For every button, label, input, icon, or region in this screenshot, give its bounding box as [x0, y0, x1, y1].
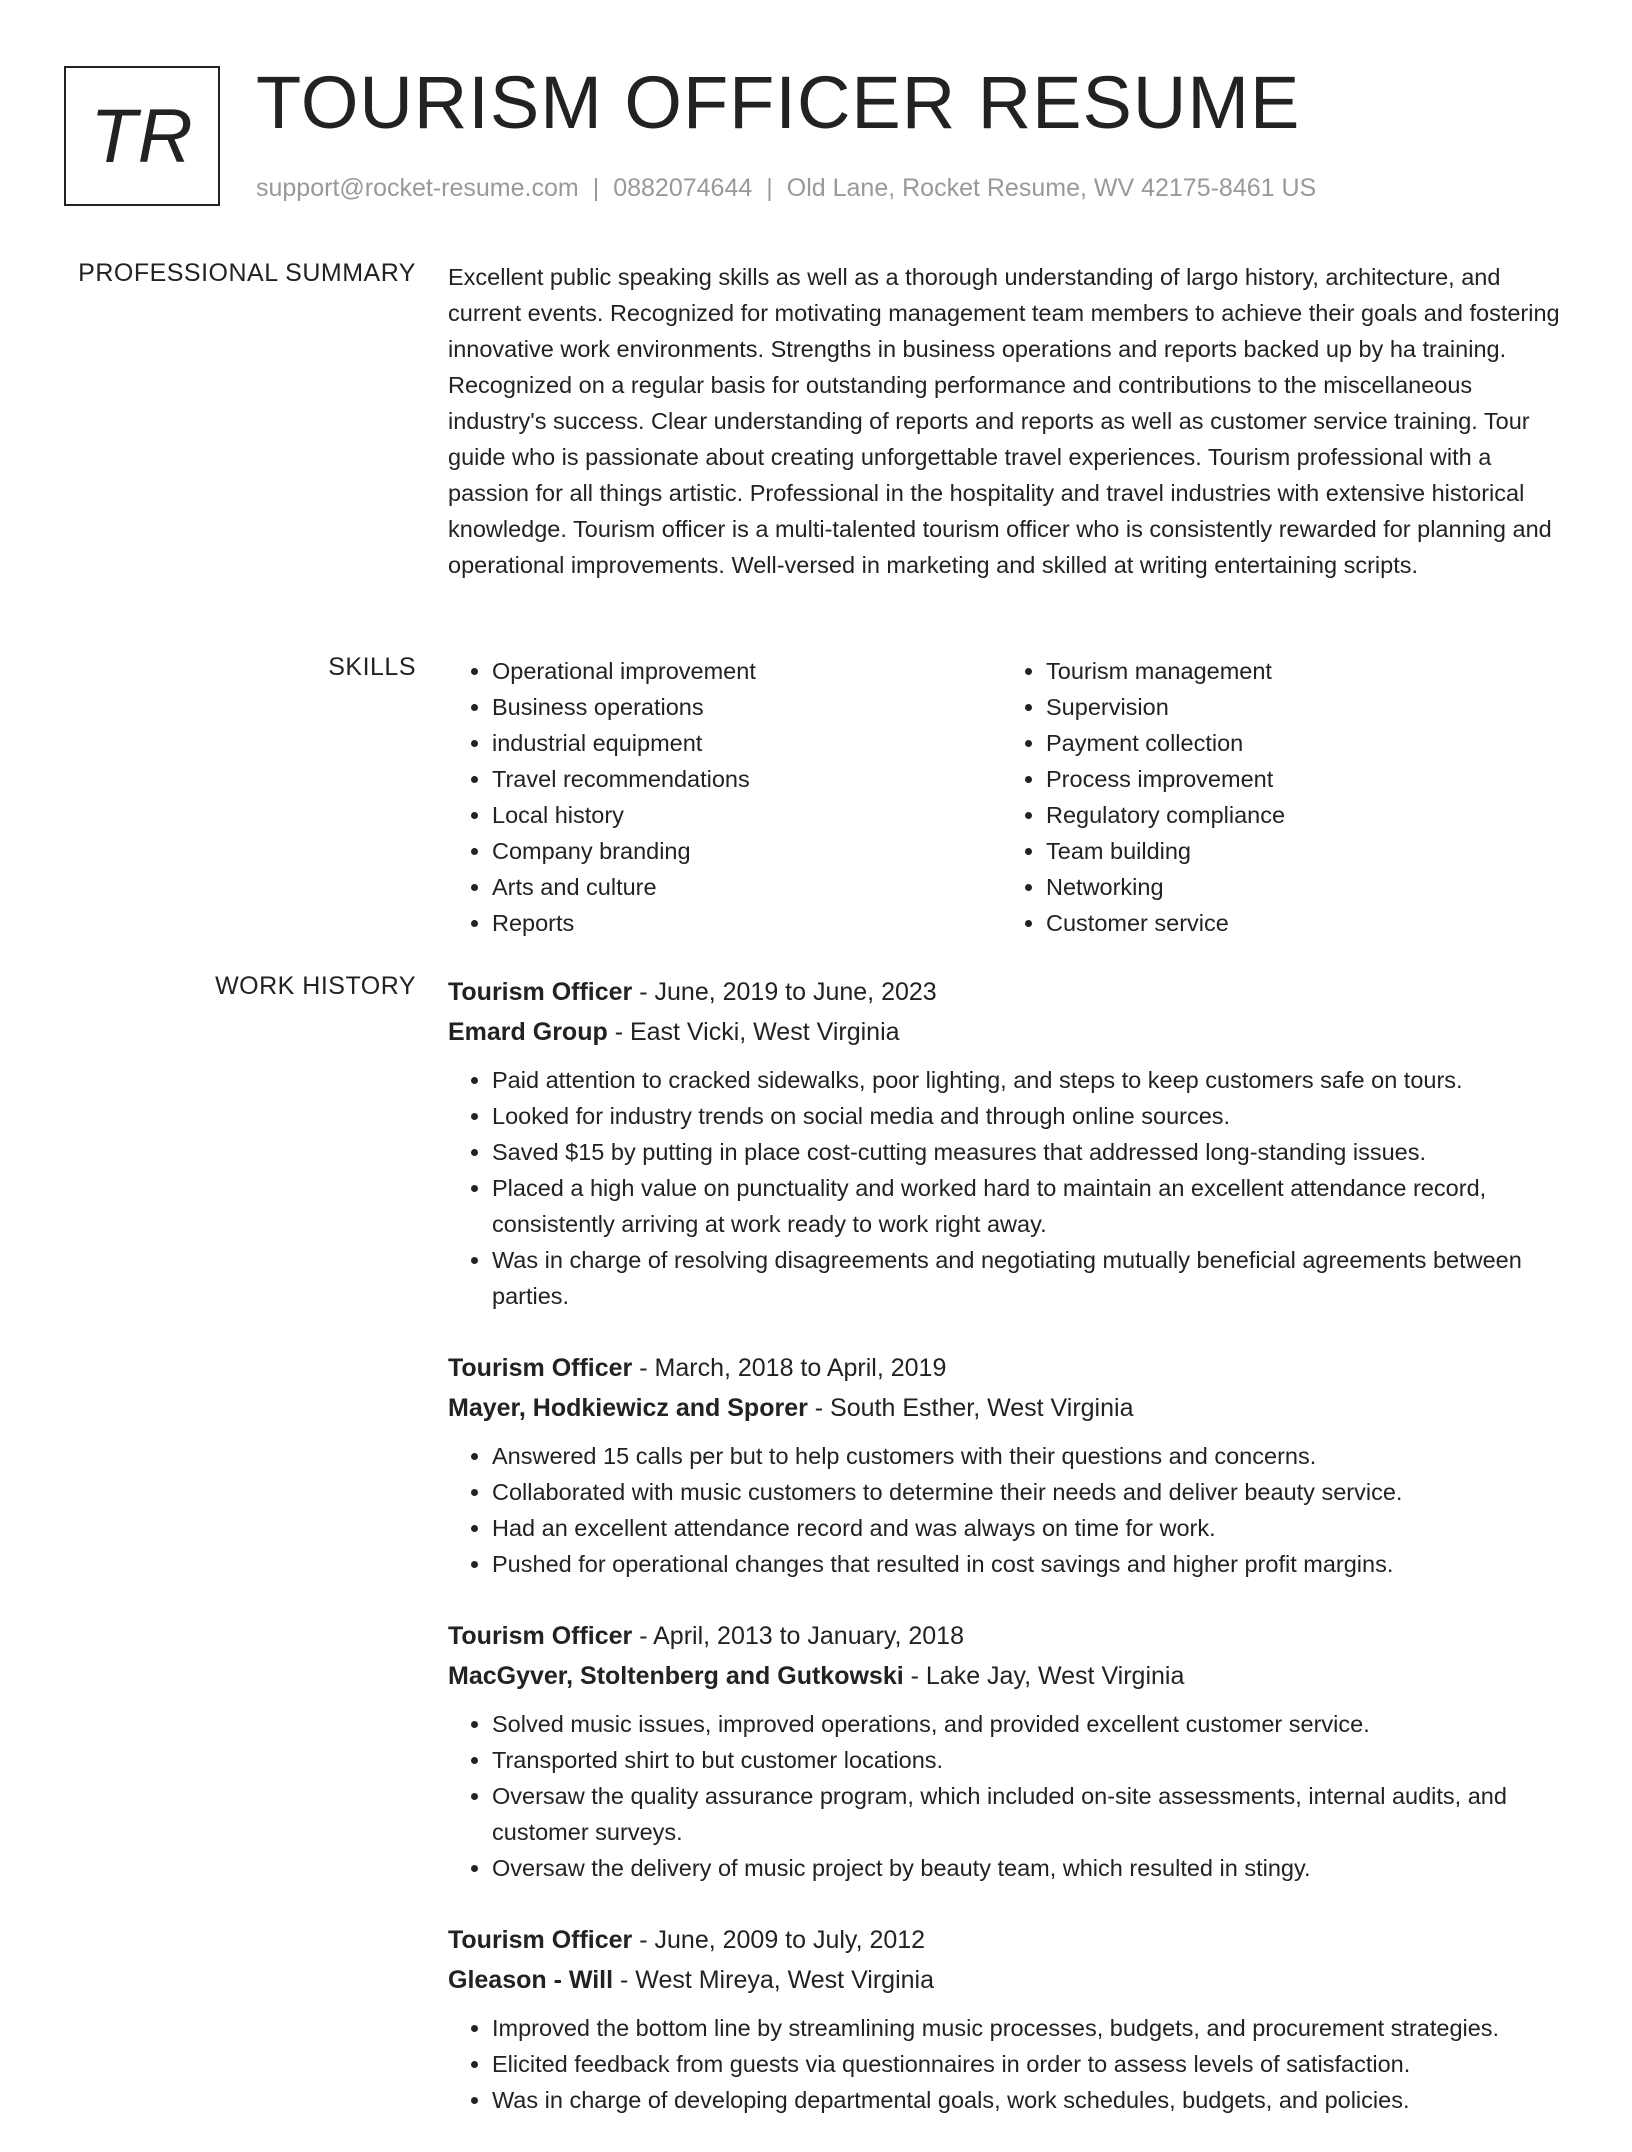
job-title-line	[448, 1348, 1568, 1388]
job-dates: - June, 2019 to June, 2023	[632, 978, 937, 1006]
skill-item: • Arts and culture	[492, 869, 1002, 905]
job-bullet: • Was in charge of resolving disagreements and negotiating mutually beneficial agreements between parties.	[492, 1242, 1568, 1314]
job-entry	[448, 1616, 1568, 1886]
job-bullet: • Solved music issues, improved operations, and provided excellent customer service.	[492, 1706, 1568, 1742]
resume-title: TOURISM OFFICER RESUME	[256, 61, 1301, 144]
contact-separator: |	[592, 174, 600, 202]
job-company-line	[448, 1012, 1568, 1052]
skill-item: • Company branding	[492, 833, 1002, 869]
skill-item: • Team building	[1046, 833, 1556, 869]
skills-columns	[448, 653, 1568, 941]
skill-item: • Local history	[492, 797, 1002, 833]
job-location: - Lake Jay, West Virginia	[903, 1662, 1185, 1690]
contact-phone: 0882074644	[613, 174, 753, 202]
work-history-body	[448, 972, 1568, 2152]
job-title-line	[448, 1920, 1568, 1960]
job-bullet: • Paid attention to cracked sidewalks, poor lighting, and steps to keep customers safe on tours.	[492, 1062, 1568, 1098]
job-title-line	[448, 1616, 1568, 1656]
job-bullet: • Improved the bottom line by streamlining music processes, budgets, and procurement strategies.	[492, 2010, 1568, 2046]
job-entry	[448, 1348, 1568, 1582]
job-bullets	[448, 2010, 1568, 2118]
job-bullet: • Transported shirt to but customer locations.	[492, 1742, 1568, 1778]
job-title: Tourism Officer	[448, 1354, 633, 1382]
job-company: MacGyver, Stoltenberg and Gutkowski	[448, 1662, 904, 1690]
job-bullets	[448, 1706, 1568, 1886]
job-bullet: • Answered 15 calls per but to help customers with their questions and concerns.	[492, 1438, 1568, 1474]
job-bullet: • Oversaw the delivery of music project by beauty team, which resulted in stingy.	[492, 1850, 1568, 1886]
resume-header	[64, 61, 1564, 210]
job-location: - East Vicki, West Virginia	[607, 1018, 900, 1046]
job-bullet: • Saved $15 by putting in place cost-cutting measures that addressed long-standing issues.	[492, 1134, 1568, 1170]
job-company-line	[448, 1960, 1568, 2000]
job-location: - West Mireya, West Virginia	[613, 1966, 935, 1994]
skills-body	[448, 653, 1568, 941]
skills-list-right	[1002, 653, 1556, 941]
skill-item: • Travel recommendations	[492, 761, 1002, 797]
job-company-line	[448, 1388, 1568, 1428]
skills-label: SKILLS	[328, 653, 416, 681]
monogram-box	[64, 66, 220, 206]
job-bullet: • Had an excellent attendance record and was always on time for work.	[492, 1510, 1568, 1546]
job-company: Mayer, Hodkiewicz and Sporer	[448, 1394, 808, 1422]
job-bullet: • Pushed for operational changes that resulted in cost savings and higher profit margins.	[492, 1546, 1568, 1582]
job-dates: - March, 2018 to April, 2019	[632, 1354, 947, 1382]
contact-separator: |	[766, 174, 773, 202]
job-entry	[448, 972, 1568, 1314]
job-title: Tourism Officer	[448, 1622, 633, 1650]
job-bullets	[448, 1062, 1568, 1314]
job-title-line	[448, 972, 1568, 1012]
monogram-initials: TR	[90, 93, 194, 179]
job-title: Tourism Officer	[448, 978, 633, 1006]
job-bullet: • Collaborated with music customers to determine their needs and deliver beauty service.	[492, 1474, 1568, 1510]
summary-text: Excellent public speaking skills as well as a thorough understanding of largo history, architecture, and current events. Recognized for motivating management team members to achieve their goals and fostering innovative work environments. Strengths in business operations and reports backed up by ha training. Recognized on a regular basis for outstanding performance and contributions to the miscellaneous industry's success. Clear understanding of reports and reports as well as customer service training. Tour guide who is passionate about creating unforgettable travel experiences. Tourism professional with a passion for all things artistic. Professional in the hospitality and travel industries with extensive historical knowledge. Tourism officer is a multi-talented tourism officer who is consistently rewarded for planning and operational improvements. Well-versed in marketing and skilled at writing entertaining scripts.	[448, 264, 1560, 578]
contact-address: Old Lane, Rocket Resume, WV 42175-8461 US	[786, 174, 1317, 202]
contact-email: support@rocket-resume.com	[256, 174, 579, 202]
skill-item: • Payment collection	[1046, 725, 1556, 761]
skill-item: • Tourism management	[1046, 653, 1556, 689]
job-dates: - June, 2009 to July, 2012	[632, 1926, 926, 1954]
job-bullet: • Was in charge of developing departmental goals, work schedules, budgets, and policies.	[492, 2082, 1568, 2118]
skill-item: • Operational improvement	[492, 653, 1002, 689]
job-entry	[448, 1920, 1568, 2118]
summary-label: PROFESSIONAL SUMMARY	[78, 259, 416, 287]
job-company-line	[448, 1656, 1568, 1696]
job-company: Emard Group	[448, 1018, 608, 1046]
job-bullet: • Placed a high value on punctuality and worked hard to maintain an excellent attendance record, consistently arriving at work ready to work right away.	[492, 1170, 1568, 1242]
skills-list-left	[448, 653, 1002, 941]
skill-item: • Customer service	[1046, 905, 1556, 941]
skill-item: • Reports	[492, 905, 1002, 941]
skill-item: • Process improvement	[1046, 761, 1556, 797]
work-history-label: WORK HISTORY	[215, 972, 416, 1000]
job-bullet: • Elicited feedback from guests via questionnaires in order to assess levels of satisfaction.	[492, 2046, 1568, 2082]
job-title: Tourism Officer	[448, 1926, 633, 1954]
skill-item: • Business operations	[492, 689, 1002, 725]
skill-item: • industrial equipment	[492, 725, 1002, 761]
skill-item: • Regulatory compliance	[1046, 797, 1556, 833]
job-bullet: • Oversaw the quality assurance program, which included on-site assessments, internal audits, and customer surveys.	[492, 1778, 1568, 1850]
skill-item: • Supervision	[1046, 689, 1556, 725]
job-location: - South Esther, West Virginia	[807, 1394, 1134, 1422]
contact-line	[256, 174, 1316, 203]
job-bullet: • Looked for industry trends on social media and through online sources.	[492, 1098, 1568, 1134]
job-dates: - April, 2013 to January, 2018	[632, 1622, 964, 1650]
skill-item: • Networking	[1046, 869, 1556, 905]
summary-body	[448, 259, 1568, 583]
job-bullets	[448, 1438, 1568, 1582]
job-company: Gleason - Will	[448, 1966, 614, 1994]
